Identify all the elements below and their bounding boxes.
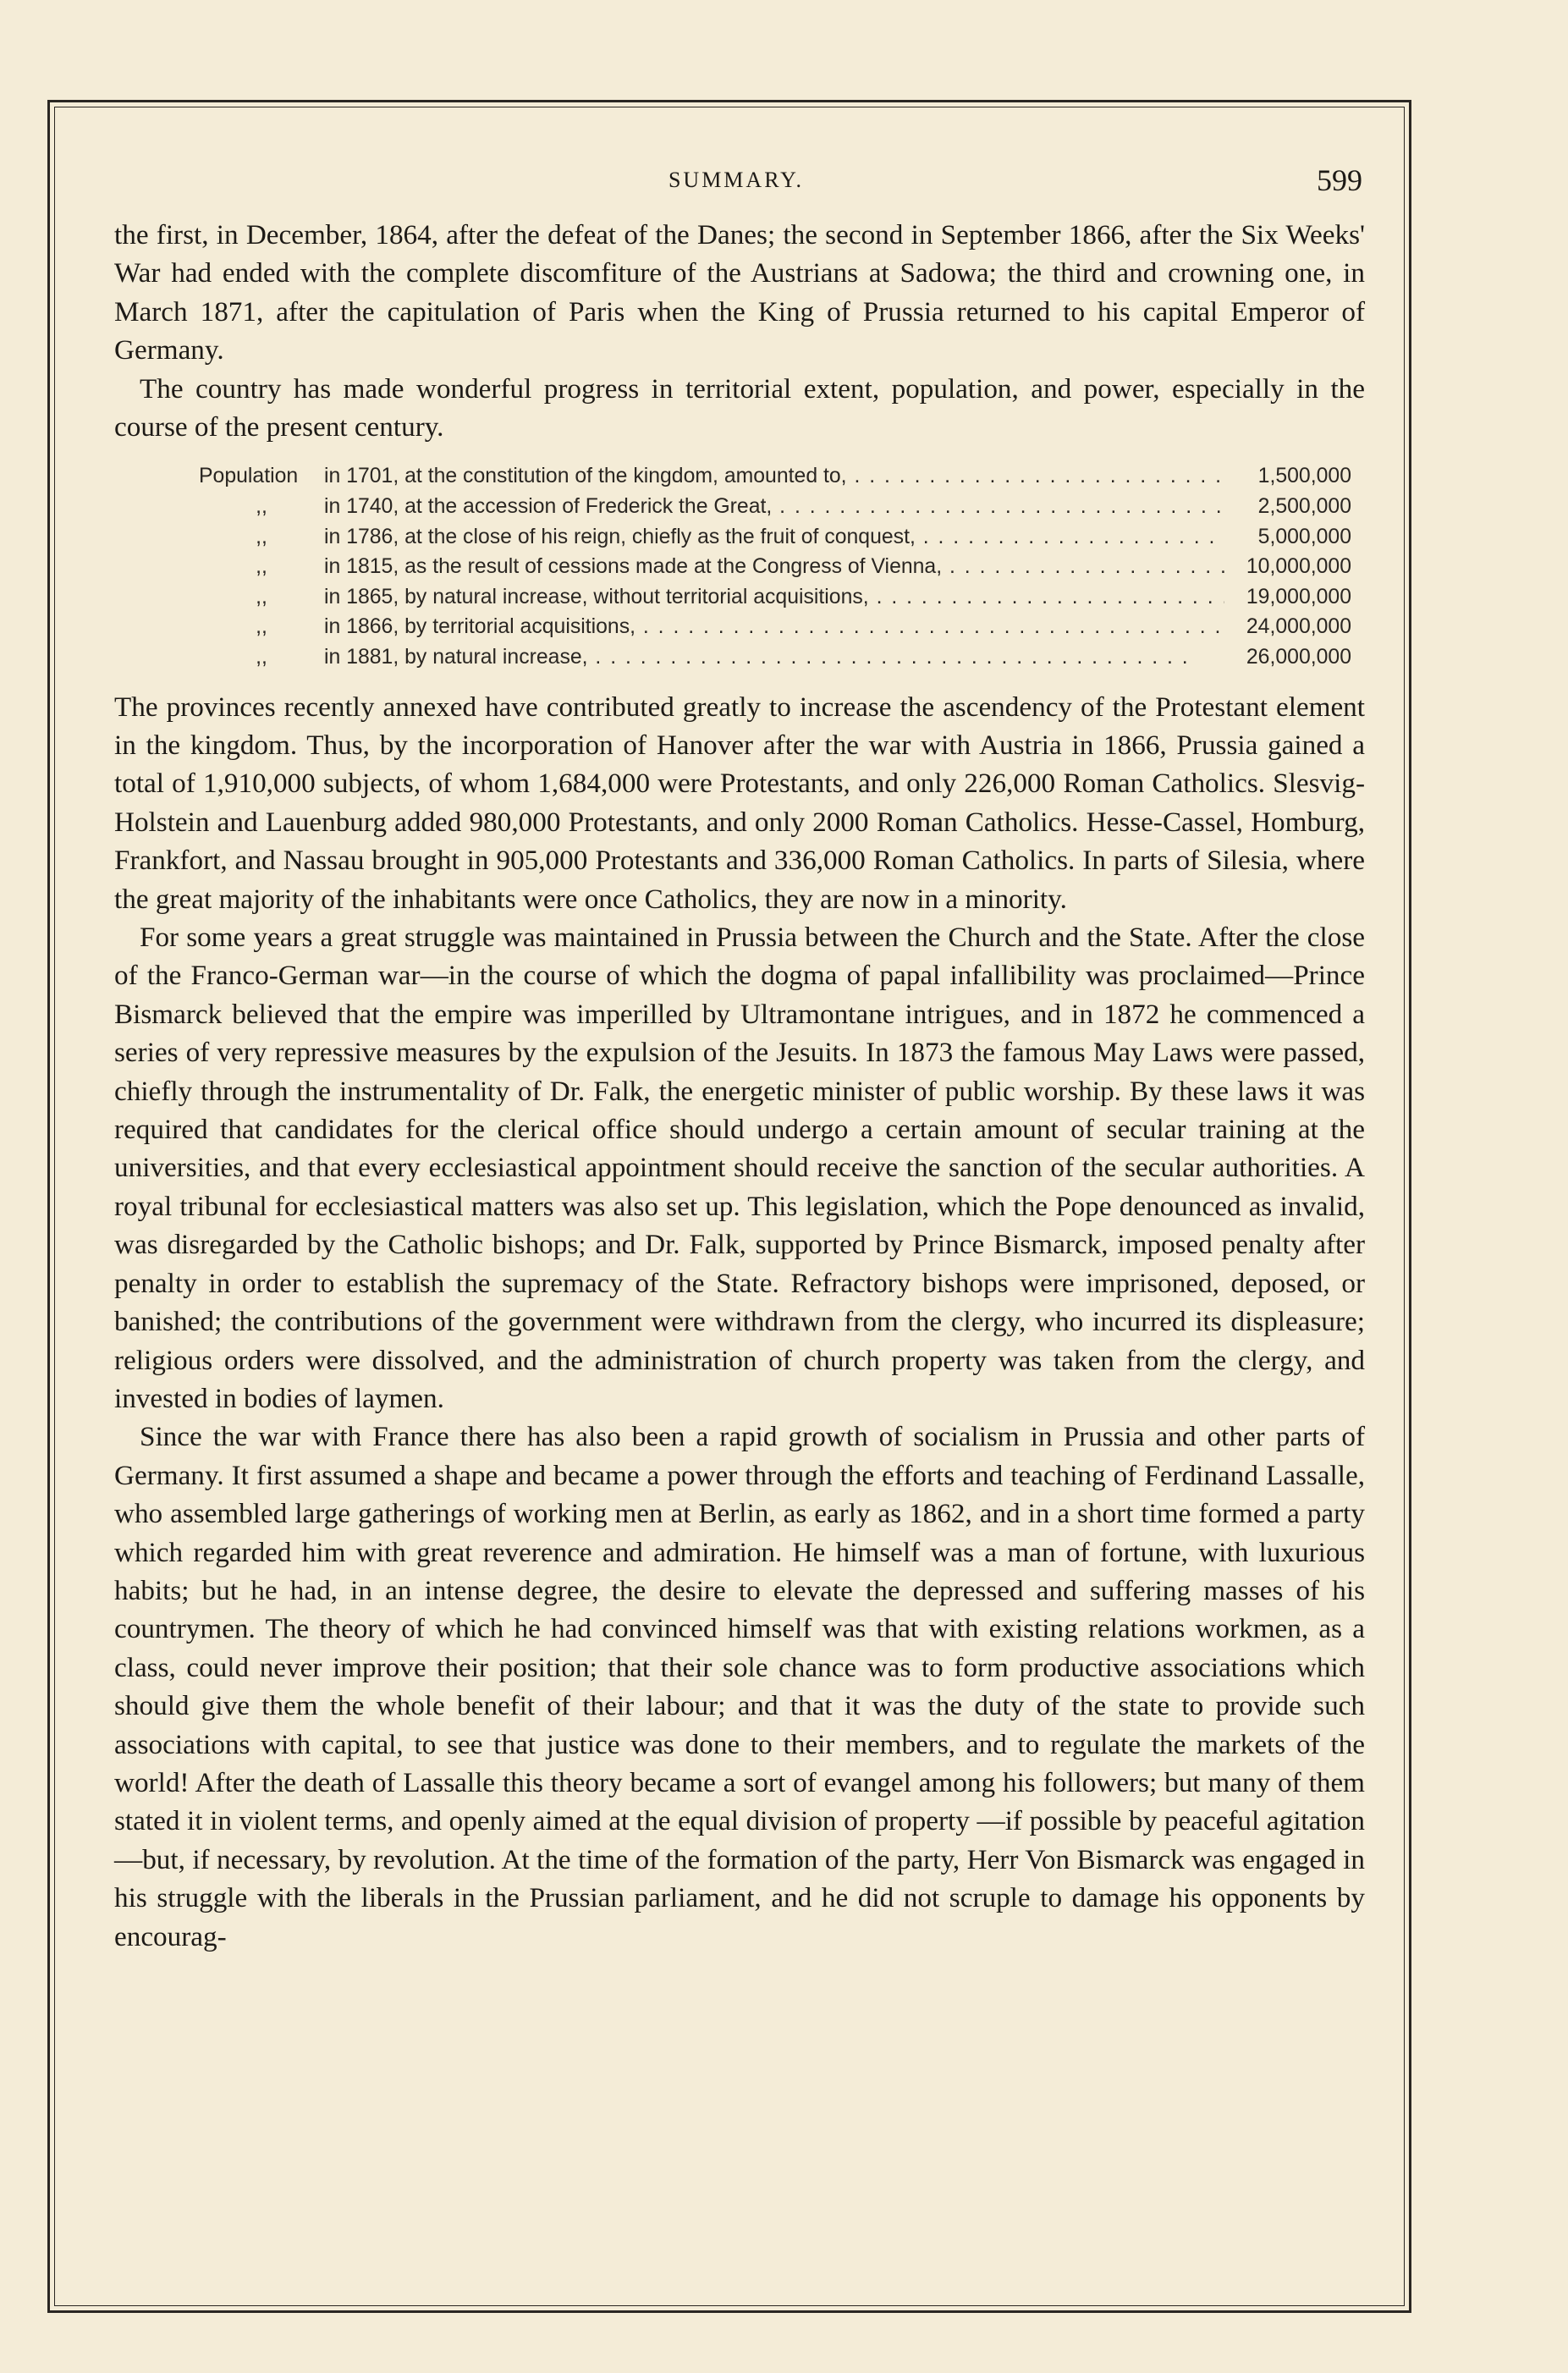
paragraph-1: the first, in December, 1864, after the defeat of the Danes; the second in September 1866, after the Six Weeks' War had ended with the complete discomfiture of the Austrians at Sadowa; the third and crowning one, in March 1871, after the capitulation of Paris when the King of Prussia returned to his capital Emperor of Germany. bbox=[114, 219, 1365, 366]
row-description: in 1815, as the result of cessions made at the Congress of Vienna, . . bbox=[324, 552, 1224, 582]
paragraph-2: The country has made wonderful progress in territorial extent, population, and power, especially in the course of the present century. bbox=[114, 372, 1365, 443]
table-row bbox=[114, 582, 1365, 613]
row-lead: ,, bbox=[256, 525, 267, 548]
paragraph-4: For some years a great struggle was maintained in Prussia between the Church and the State. After the close of the Franco-German war—in the course of which the dogma of papal infallibility was proclaimed—Prince Bismarck believed that the empire was imperilled by Ultramontane intrigues, and in 1872 he commenced a series of very repressive measures by the expulsion of the Jesuits. In 1873 the famous May Laws were passed, chiefly through the instrumentality of Dr. Falk, the energetic minister of public worship. By these laws it was required that candidates for the clerical office should undergo a certain amount of secular training at the universities, and that every ecclesiastical appointment should receive the sanction of the secular authorities. A royal tribunal for ecclesiastical matters was also set up. This legislation, which the Pope denounced as invalid, was disregarded by the Catholic bishops; and Dr. Falk, supported by Prince Bismarck, imposed penalty after penalty in order to establish the supremacy of the State. Refractory bishops were imprisoned, deposed, or banished; the contributions of the government were withdrawn from the clergy, who incurred its displeasure; religious orders were dissolved, and the administration of church property was taken from the clergy, and invested in bodies of laymen. bbox=[114, 922, 1365, 1414]
population-table bbox=[114, 461, 1365, 672]
row-lead: Population bbox=[199, 465, 299, 488]
row-description: in 1865, by natural increase, without territorial acquisitions, . . bbox=[324, 582, 1224, 613]
row-description: in 1701, at the constitution of the kingdom, amounted to, . . bbox=[324, 461, 1224, 492]
row-lead: ,, bbox=[256, 555, 267, 579]
row-value: 5,000,000 bbox=[1257, 525, 1351, 548]
row-value: 26,000,000 bbox=[1246, 646, 1351, 669]
running-title: SUMMARY. bbox=[668, 168, 805, 192]
table-row bbox=[114, 612, 1365, 642]
table-row bbox=[114, 552, 1365, 582]
table-row bbox=[114, 522, 1365, 553]
body-text bbox=[114, 216, 1365, 1956]
row-description: in 1866, by territorial acquisitions, . . bbox=[324, 612, 1224, 642]
row-lead: ,, bbox=[256, 646, 267, 669]
row-lead: ,, bbox=[256, 615, 267, 639]
table-row bbox=[114, 492, 1365, 522]
row-lead: ,, bbox=[256, 495, 267, 519]
row-description: in 1740, at the accession of Frederick the Great, . . bbox=[324, 492, 1224, 522]
row-value: 10,000,000 bbox=[1246, 555, 1351, 579]
page-number: 599 bbox=[1317, 163, 1362, 197]
paragraph-3: The provinces recently annexed have contributed greatly to increase the ascendency of the Protestant element in the kingdom. Thus, by the incorporation of Hanover after the war with Austria in 1866, Prussia gained a total of 1,910,000 subjects, of whom 1,684,000 were Protestants, and only 226,000 Roman Catholics. Slesvig-Holstein and Lauenburg added 980,000 Protestants, and only 2000 Roman Catholics. Hesse-Cassel, Homburg, Frankfort, and Nassau brought in 905,000 Protestants and 336,000 Roman Catholics. In parts of Silesia, where the great majority of the inhabitants were once Catholics, they are now in a minority. bbox=[114, 691, 1365, 915]
table-row bbox=[114, 461, 1365, 492]
row-description: in 1786, at the close of his reign, chiefly as the fruit of conquest, . . bbox=[324, 522, 1224, 553]
row-value: 2,500,000 bbox=[1257, 495, 1351, 519]
row-value: 24,000,000 bbox=[1246, 615, 1351, 639]
table-row bbox=[114, 642, 1365, 673]
paragraph-5: Since the war with France there has also been a rapid growth of socialism in Prussia and other parts of Germany. It first assumed a shape and became a power through the efforts and teaching of Ferdinand Lassalle, who assembled large gatherings of working men at Berlin, as early as 1862, and in a short time formed a party which regarded him with great reverence and admiration. He himself was a man of fortune, with luxurious habits; but he had, in an intense degree, the desire to elevate the depressed and suffering masses of his countrymen. The theory of which he had convinced himself was that with existing relations workmen, as a class, could never improve their position; that their sole chance was to form productive associations which should give them the whole benefit of their labour; and that it was the duty of the state to provide such associations with capital, to see that justice was done to their members, and to regulate the markets of the world! After the death of Lassalle this theory became a sort of evangel among his followers; but many of them stated it in violent terms, and openly aimed at the equal division of property —if possible by peaceful agitation—but, if necessary, by revolution. At the time of the formation of the party, Herr Von Bismarck was engaged in his struggle with the liberals in the Prussian parliament, and he did not scruple to damage his opponents by encourag- bbox=[114, 1421, 1365, 1952]
row-value: 1,500,000 bbox=[1257, 465, 1351, 488]
running-head bbox=[110, 163, 1362, 201]
row-lead: ,, bbox=[256, 585, 267, 608]
row-description: in 1881, by natural increase, . . bbox=[324, 642, 1224, 673]
row-value: 19,000,000 bbox=[1246, 585, 1351, 608]
